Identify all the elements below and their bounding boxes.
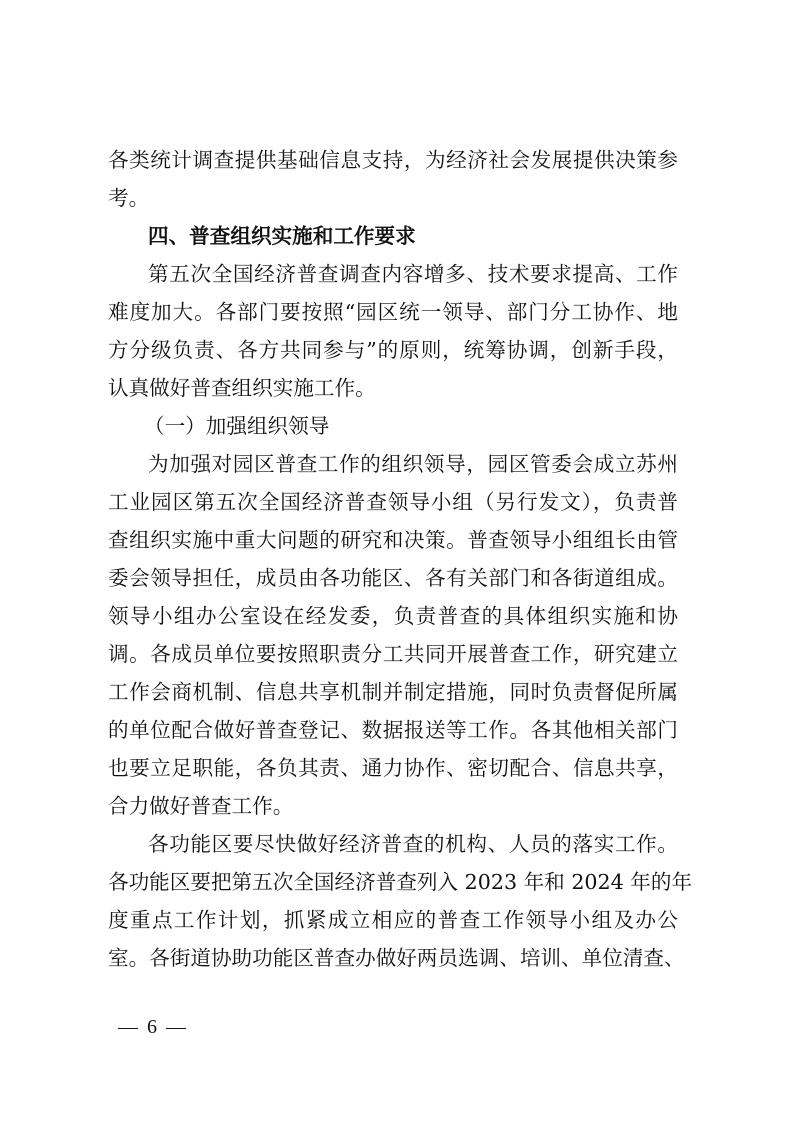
body-text-line: 合力做好普查工作。: [108, 794, 294, 818]
body-text-line: 工业园区第五次全国经济普查领导小组（另行发文），负责普: [108, 490, 678, 514]
body-text-line: 各类统计调查提供基础信息支持，为经济社会发展提供决策参: [108, 148, 678, 172]
body-text-line: 查组织实施中重大问题的研究和决策。普查领导小组组长由管: [108, 528, 678, 552]
body-text-line: 方分级负责、各方共同参与”的原则，统筹协调，创新手段，: [108, 338, 678, 362]
body-text-line: 难度加大。各部门要按照“园区统一领导、部门分工协作、地: [108, 300, 678, 324]
body-text-line: 工作会商机制、信息共享机制并制定措施，同时负责督促所属: [108, 680, 678, 704]
body-text-line: 调。各成员单位要按照职责分工共同开展普查工作，研究建立: [108, 642, 678, 666]
body-text-line: 也要立足职能，各负其责、通力协作、密切配合、信息共享，: [108, 756, 678, 780]
subsection-heading: （一）加强组织领导: [144, 414, 330, 438]
page-number: — 6 —: [118, 1016, 188, 1038]
body-text-line: 的单位配合做好普查登记、数据报送等工作。各其他相关部门: [108, 718, 678, 742]
body-text-line: 领导小组办公室设在经发委，负责普查的具体组织实施和协: [108, 604, 678, 628]
body-text-line: 委会领导担任，成员由各功能区、各有关部门和各街道组成。: [108, 566, 678, 590]
body-text-line: 考。: [108, 186, 150, 210]
body-text-line: 第五次全国经济普查调查内容增多、技术要求提高、工作: [148, 262, 678, 286]
section-heading: 四、普查组织实施和工作要求: [148, 224, 416, 248]
body-text-line: 认真做好普查组织实施工作。: [108, 376, 376, 400]
body-text-line: 各功能区要尽快做好经济普查的机构、人员的落实工作。: [148, 832, 678, 856]
body-text-line: 度重点工作计划，抓紧成立相应的普查工作领导小组及办公: [108, 908, 678, 932]
body-text-line: 室。各街道协助功能区普查办做好两员选调、培训、单位清查、: [108, 946, 685, 970]
body-text-line: 各功能区要把第五次全国经济普查列入 2023 年和 2024 年的年: [108, 870, 693, 894]
body-text-line: 为加强对园区普查工作的组织领导，园区管委会成立苏州: [148, 452, 678, 476]
